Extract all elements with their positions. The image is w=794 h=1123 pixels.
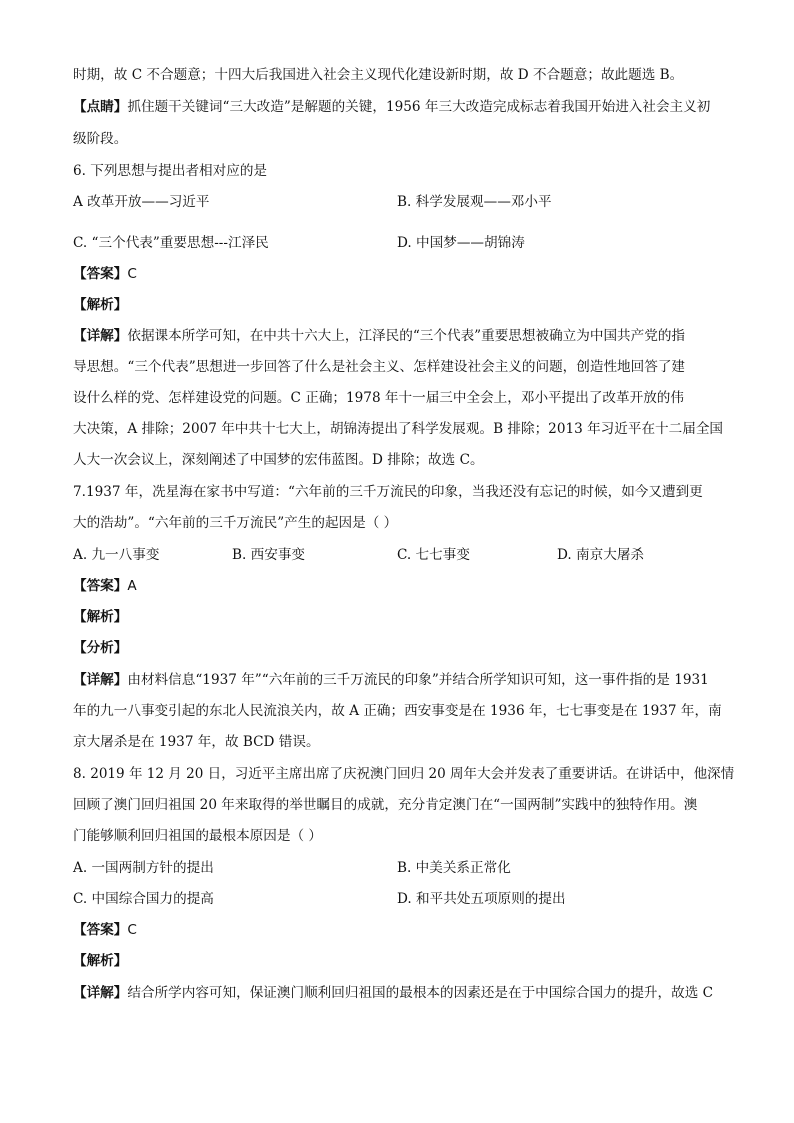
q6-option-c: C. “三个代表”重要思想---江泽民	[73, 235, 269, 251]
q6-detail-line-4: 大决策，A 排除；2007 年中共十七大上，胡锦涛提出了科学发展观。B 排除；2013 年习近平在十二届全国	[73, 421, 724, 437]
q6-option-a: A 改革开放——习近平	[73, 194, 210, 210]
q7-detail-line-3: 京大屠杀是在 1937 年，故 BCD 错误。	[73, 734, 320, 750]
q6-detail-line-1	[73, 326, 685, 346]
q6-jiexi-label: 【解析】	[73, 297, 128, 313]
q6-detail-line-3: 设什么样的党、怎样建设党的问题。C 正确；1978 年十一届三中全会上，邓小平提出了改革开放的伟	[73, 390, 684, 406]
q7-stem-line-1: 7.1937 年，冼星海在家书中写道：“六年前的三千万流民的印象，当我还没有忘记的时候，如今又遭到更	[73, 484, 703, 500]
q8-xiangjie-tag: 【详解】	[73, 985, 128, 1001]
q7-detail-text-1: 由材料信息“1937 年”“六年前的三千万流民的印象”并结合所学知识可知，这一事件指的是 1931	[127, 672, 709, 688]
q7-option-c: C. 七七事变	[397, 547, 470, 563]
q8-jiexi-tag	[73, 951, 127, 971]
q6-detail-text-1: 依据课本所学可知，在中共十六大上，江泽民的“三个代表”重要思想被确立为中国共产党的指	[127, 328, 686, 344]
q8-detail-text-1: 结合所学内容可知，保证澳门顺利回归祖国的最根本的因素还是在于中国综合国力的提升，故选 C	[127, 985, 714, 1001]
q7-option-d: D. 南京大屠杀	[557, 547, 645, 563]
q8-stem-line-3: 门能够顺利回归祖国的最根本原因是（ ）	[73, 828, 323, 844]
q6-stem: 6. 下列思想与提出者相对应的是	[73, 163, 268, 179]
q7-jiexi-tag	[73, 607, 127, 627]
q6-answer-tag: 【答案】	[73, 266, 128, 282]
dianjing-text-1: 抓住题干关键词“三大改造”是解题的关键，1956 年三大改造完成标志着我国开始进入社会主义初	[127, 99, 711, 115]
q7-detail-line-2: 年的九一八事变引起的东北人民流浪关内，故 A 正确；西安事变是在 1936 年，七七事变是在 1937 年，南	[73, 703, 722, 719]
q7-option-a: A. 九一八事变	[73, 547, 160, 563]
q6-detail-line-5: 人大一次会议上，深刻阐述了中国梦的宏伟蓝图。D 排除；故选 C。	[73, 452, 484, 468]
q8-option-a: A. 一国两制方针的提出	[73, 860, 214, 876]
prev-explanation-line: 时期，故 C 不合题意；十四大后我国进入社会主义现代化建设新时期，故 D 不合题意；故此题选 B。	[73, 67, 684, 83]
q8-answer: C	[127, 922, 137, 938]
q7-fenxi-tag	[73, 638, 127, 658]
q8-answer-tag: 【答案】	[73, 922, 128, 938]
q7-answer: A	[127, 578, 137, 594]
q7-option-b: B. 西安事变	[232, 547, 306, 563]
q7-fenxi-label: 【分析】	[73, 640, 128, 656]
q6-detail-line-2: 导思想。“三个代表”思想进一步回答了什么是社会主义、怎样建设社会主义的问题，创造性地回答了建	[73, 359, 686, 375]
q8-option-d: D. 和平共处五项原则的提出	[397, 891, 566, 907]
q7-answer-line	[73, 576, 137, 596]
q6-option-d: D. 中国梦——胡锦涛	[397, 235, 525, 251]
q8-answer-line	[73, 920, 137, 940]
q8-stem-line-2: 回顾了澳门回归祖国 20 年来取得的举世瞩目的成就，充分肯定澳门在“一国两制”实践中的独特作用。澳	[73, 797, 698, 813]
dianjing-line-1	[73, 97, 710, 117]
q6-answer-line	[73, 264, 137, 284]
q7-stem-line-2: 大的浩劫”。“六年前的三千万流民”产生的起因是（ ）	[73, 515, 398, 531]
q8-stem-line-1: 8. 2019 年 12 月 20 日，习近平主席出席了庆祝澳门回归 20 周年大会并发表了重要讲话。在讲话中，他深情	[73, 766, 735, 782]
dianjing-line-2: 级阶段。	[73, 131, 128, 147]
q8-option-c: C. 中国综合国力的提高	[73, 891, 214, 907]
q6-jiexi-tag	[73, 295, 127, 315]
q6-option-b: B. 科学发展观——邓小平	[397, 194, 552, 210]
q8-option-b: B. 中美关系正常化	[397, 860, 511, 876]
q7-jiexi-label: 【解析】	[73, 609, 128, 625]
q6-xiangjie-tag: 【详解】	[73, 328, 128, 344]
q7-detail-line-1	[73, 670, 709, 690]
q8-jiexi-label: 【解析】	[73, 953, 128, 969]
q7-answer-tag: 【答案】	[73, 578, 128, 594]
q6-answer: C	[127, 266, 137, 282]
dianjing-tag: 【点睛】	[73, 99, 128, 115]
q8-detail-line-1	[73, 983, 713, 1003]
q7-xiangjie-tag: 【详解】	[73, 672, 128, 688]
